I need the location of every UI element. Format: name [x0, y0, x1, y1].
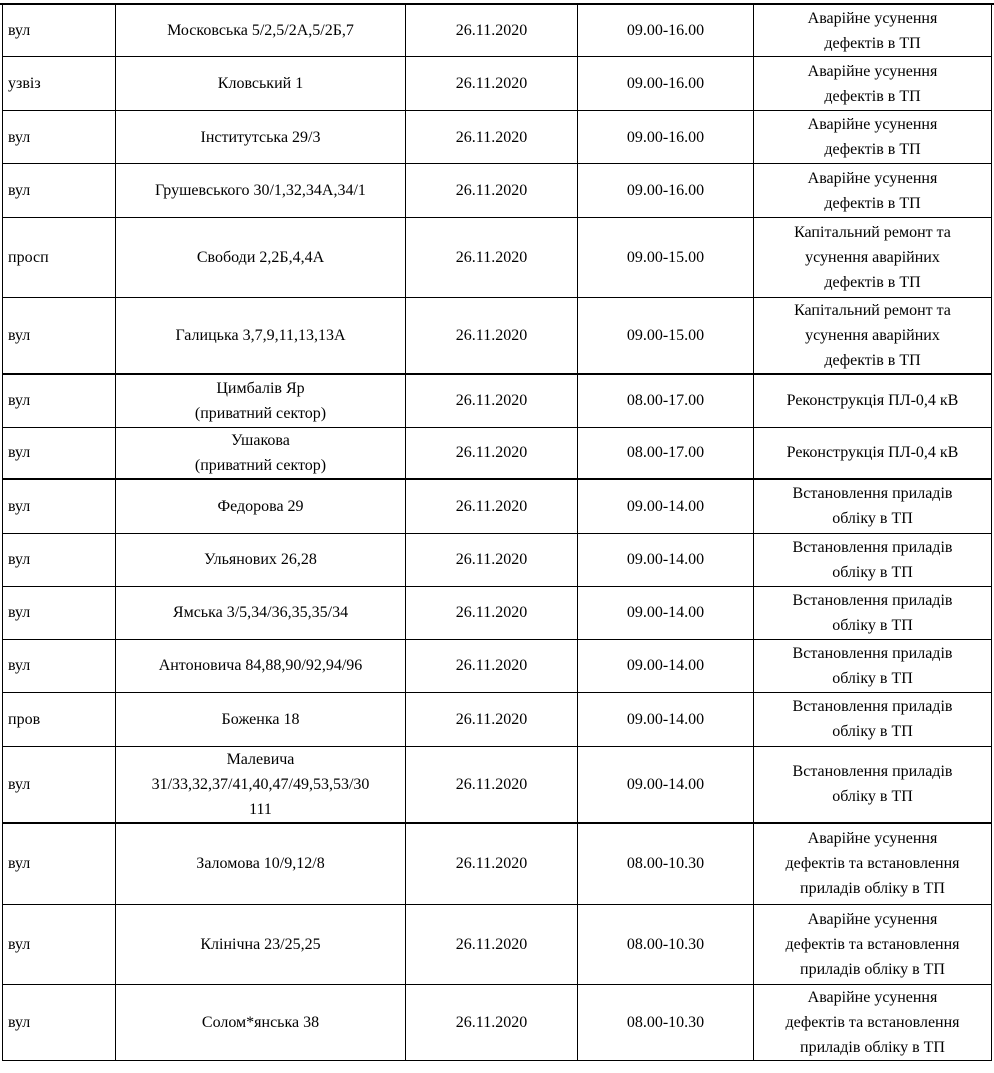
street-type-cell-text: вул: [8, 327, 31, 344]
work-description-cell-text: Аварійне усунення дефектів в ТП: [807, 116, 938, 158]
time-cell: [578, 746, 754, 823]
table-row: [3, 427, 992, 479]
work-description-cell: [754, 692, 992, 746]
time-cell-text: 09.00-14.00: [626, 497, 705, 515]
table-row: [3, 639, 992, 692]
address-cell: [116, 5, 406, 57]
date-cell-text: 26.11.2020: [455, 497, 528, 515]
street-type-cell-text: вул: [8, 551, 31, 568]
date-cell: [406, 904, 578, 984]
work-description-cell-text: Аварійне усунення дефектів та встановлення приладів обліку в ТП: [785, 830, 960, 898]
street-type-cell-text: пров: [8, 710, 41, 728]
table-row: [3, 111, 992, 164]
work-description-cell: [754, 746, 992, 823]
address-cell: [116, 692, 406, 746]
date-cell: [406, 639, 578, 692]
time-cell-text: 09.00-16.00: [626, 22, 705, 39]
street-type-cell: [3, 427, 116, 479]
street-type-cell-text: просп: [8, 249, 49, 266]
address-cell: [116, 298, 406, 375]
street-type-cell: [3, 746, 116, 823]
street-type-cell: [3, 298, 116, 375]
date-cell-text: 26.11.2020: [455, 75, 528, 92]
address-cell-text: Малевича 31/33,32,37/41,40,47/49,53,53/30 111: [151, 750, 370, 818]
street-type-cell: [3, 639, 116, 692]
street-type-cell-text: узвіз: [8, 75, 41, 92]
date-cell-text: 26.11.2020: [455, 855, 528, 873]
time-cell-text: 08.00-10.30: [626, 1013, 705, 1031]
street-type-cell: [3, 823, 116, 904]
date-cell-text: 26.11.2020: [455, 551, 528, 568]
date-cell: [406, 218, 578, 298]
work-description-cell: [754, 374, 992, 427]
work-description-cell-text: Капітальний ремонт та усунення аварійних дефектів в ТП: [794, 224, 951, 291]
street-type-cell: [3, 533, 116, 586]
address-cell: [116, 374, 406, 427]
street-type-cell-text: вул: [8, 128, 31, 146]
address-cell-text: Московська 5/2,5/2А,5/2Б,7: [167, 22, 354, 39]
work-description-cell: [754, 479, 992, 533]
address-cell-text: Солом*янська 38: [201, 1013, 320, 1031]
street-type-cell-text: вул: [8, 22, 31, 39]
table-row: [3, 57, 992, 111]
street-type-cell: [3, 218, 116, 298]
time-cell-text: 09.00-14.00: [626, 710, 705, 728]
work-description-cell-text: Встановлення приладів обліку в ТП: [792, 485, 953, 528]
work-description-cell-text: Реконструкція ПЛ-0,4 кВ: [786, 444, 959, 462]
time-cell-text: 08.00-17.00: [626, 444, 705, 462]
time-cell: [578, 692, 754, 746]
time-cell-text: 09.00-16.00: [626, 75, 705, 92]
time-cell-text: 08.00-10.30: [626, 855, 705, 873]
date-cell: [406, 427, 578, 479]
work-description-cell-text: Капітальний ремонт та усунення аварійних дефектів в ТП: [794, 302, 951, 369]
work-description-cell: [754, 5, 992, 57]
date-cell-text: 26.11.2020: [455, 128, 528, 146]
date-cell: [406, 984, 578, 1060]
date-cell-text: 26.11.2020: [455, 935, 528, 953]
street-type-cell: [3, 164, 116, 218]
work-description-cell: [754, 533, 992, 586]
table-row: [3, 904, 992, 984]
time-cell-text: 09.00-14.00: [626, 657, 705, 674]
time-cell-text: 09.00-15.00: [626, 249, 705, 266]
street-type-cell-text: вул: [8, 497, 31, 515]
work-description-cell: [754, 298, 992, 375]
address-cell: [116, 427, 406, 479]
street-type-cell-text: вул: [8, 855, 31, 873]
street-type-cell-text: вул: [8, 657, 31, 674]
work-description-cell: [754, 984, 992, 1060]
street-type-cell: [3, 479, 116, 533]
date-cell: [406, 586, 578, 639]
work-description-cell-text: Аварійне усунення дефектів та встановлення приладів обліку в ТП: [785, 988, 960, 1056]
address-cell: [116, 639, 406, 692]
street-type-cell: [3, 57, 116, 111]
table-row: [3, 823, 992, 904]
work-description-cell-text: Аварійне усунення дефектів в ТП: [807, 169, 938, 212]
work-description-cell-text: Аварійне усунення дефектів та встановлення приладів обліку в ТП: [785, 910, 960, 978]
address-cell-text: Федорова 29: [217, 497, 304, 515]
address-cell-text: Боженка 18: [221, 710, 300, 728]
street-type-cell: [3, 586, 116, 639]
date-cell-text: 26.11.2020: [455, 1013, 528, 1031]
work-description-cell: [754, 111, 992, 164]
table-row: [3, 218, 992, 298]
address-cell-text: Ямська 3/5,34/36,35,35/34: [172, 604, 349, 621]
time-cell: [578, 984, 754, 1060]
address-cell-text: Інститутська 29/3: [200, 128, 321, 146]
work-description-cell-text: Встановлення приладів обліку в ТП: [792, 763, 953, 806]
address-cell-text: Антоновича 84,88,90/92,94/96: [158, 657, 363, 674]
address-cell-text: Цимбалів Яр (приватний сектор): [194, 379, 327, 422]
time-cell: [578, 427, 754, 479]
date-cell-text: 26.11.2020: [455, 182, 528, 199]
street-type-cell: [3, 111, 116, 164]
time-cell-text: 09.00-14.00: [626, 551, 705, 568]
date-cell: [406, 823, 578, 904]
work-description-cell: [754, 823, 992, 904]
date-cell-text: 26.11.2020: [455, 775, 528, 793]
address-cell-text: Клінічна 23/25,25: [200, 935, 321, 953]
time-cell: [578, 298, 754, 375]
time-cell: [578, 479, 754, 533]
street-type-cell-text: вул: [8, 444, 31, 462]
date-cell: [406, 692, 578, 746]
time-cell: [578, 164, 754, 218]
table-row: [3, 984, 992, 1060]
table-row: [3, 374, 992, 427]
address-cell-text: Заломова 10/9,12/8: [196, 855, 325, 873]
time-cell: [578, 586, 754, 639]
work-description-cell: [754, 639, 992, 692]
time-cell-text: 08.00-10.30: [626, 935, 705, 953]
street-type-cell-text: вул: [8, 392, 31, 410]
street-type-cell: [3, 904, 116, 984]
work-description-cell-text: Встановлення приладів обліку в ТП: [792, 644, 953, 687]
street-type-cell-text: вул: [8, 935, 31, 953]
outage-table: [2, 4, 992, 1061]
table-row: [3, 533, 992, 586]
work-description-cell: [754, 904, 992, 984]
time-cell: [578, 533, 754, 586]
date-cell-text: 26.11.2020: [455, 604, 528, 621]
work-description-cell: [754, 427, 992, 479]
work-description-cell-text: Встановлення приладів обліку в ТП: [792, 698, 953, 740]
table-row: [3, 586, 992, 639]
street-type-cell: [3, 5, 116, 57]
work-description-cell: [754, 57, 992, 111]
date-cell: [406, 374, 578, 427]
date-cell: [406, 111, 578, 164]
address-cell-text: Свободи 2,2Б,4,4А: [196, 249, 325, 266]
date-cell-text: 26.11.2020: [455, 392, 528, 410]
work-description-cell-text: Встановлення приладів обліку в ТП: [792, 591, 953, 634]
address-cell: [116, 533, 406, 586]
address-cell: [116, 479, 406, 533]
date-cell: [406, 746, 578, 823]
date-cell: [406, 298, 578, 375]
date-cell-text: 26.11.2020: [455, 22, 528, 39]
time-cell-text: 08.00-17.00: [626, 392, 705, 410]
address-cell-text: Кловський 1: [217, 75, 304, 92]
street-type-cell-text: вул: [8, 775, 31, 793]
time-cell: [578, 57, 754, 111]
address-cell: [116, 586, 406, 639]
table-row: [3, 692, 992, 746]
table-row: [3, 164, 992, 218]
address-cell: [116, 823, 406, 904]
street-type-cell: [3, 374, 116, 427]
outage-table-body: [3, 5, 992, 1061]
work-description-cell-text: Аварійне усунення дефектів в ТП: [807, 62, 938, 105]
table-row: [3, 298, 992, 375]
street-type-cell-text: вул: [8, 604, 31, 621]
date-cell-text: 26.11.2020: [455, 327, 528, 344]
address-cell-text: Ульянових 26,28: [204, 551, 317, 568]
time-cell: [578, 639, 754, 692]
date-cell: [406, 533, 578, 586]
time-cell: [578, 823, 754, 904]
date-cell: [406, 57, 578, 111]
work-description-cell-text: Встановлення приладів обліку в ТП: [792, 538, 953, 581]
address-cell: [116, 164, 406, 218]
street-type-cell: [3, 984, 116, 1060]
address-cell: [116, 57, 406, 111]
date-cell: [406, 5, 578, 57]
time-cell-text: 09.00-14.00: [626, 604, 705, 621]
street-type-cell: [3, 692, 116, 746]
address-cell-text: Галицька 3,7,9,11,13,13А: [175, 327, 346, 344]
street-type-cell-text: вул: [8, 182, 31, 199]
time-cell: [578, 904, 754, 984]
date-cell-text: 26.11.2020: [455, 657, 528, 674]
address-cell-text: Грушевського 30/1,32,34А,34/1: [155, 182, 366, 199]
work-description-cell-text: Аварійне усунення дефектів в ТП: [807, 9, 938, 52]
address-cell-text: Ушакова (приватний сектор): [194, 431, 327, 474]
date-cell-text: 26.11.2020: [455, 710, 528, 728]
date-cell: [406, 164, 578, 218]
time-cell-text: 09.00-14.00: [626, 775, 705, 793]
address-cell: [116, 746, 406, 823]
time-cell-text: 09.00-16.00: [626, 182, 705, 199]
table-row: [3, 5, 992, 57]
date-cell: [406, 479, 578, 533]
work-description-cell-text: Реконструкція ПЛ-0,4 кВ: [786, 392, 959, 410]
date-cell-text: 26.11.2020: [455, 249, 528, 266]
address-cell: [116, 904, 406, 984]
time-cell-text: 09.00-16.00: [626, 128, 705, 146]
work-description-cell: [754, 164, 992, 218]
address-cell: [116, 984, 406, 1060]
table-row: [3, 479, 992, 533]
time-cell-text: 09.00-15.00: [626, 327, 705, 344]
street-type-cell-text: вул: [8, 1013, 31, 1031]
time-cell: [578, 111, 754, 164]
address-cell: [116, 218, 406, 298]
work-description-cell: [754, 218, 992, 298]
work-description-cell: [754, 586, 992, 639]
date-cell-text: 26.11.2020: [455, 444, 528, 462]
time-cell: [578, 374, 754, 427]
time-cell: [578, 5, 754, 57]
table-row: [3, 746, 992, 823]
time-cell: [578, 218, 754, 298]
address-cell: [116, 111, 406, 164]
